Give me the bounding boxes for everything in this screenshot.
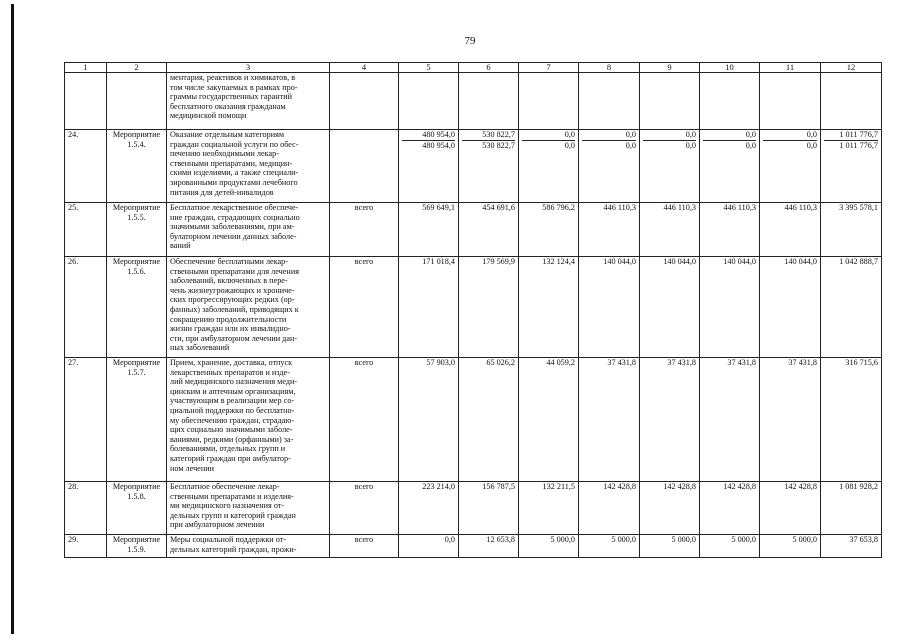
value-cell	[821, 73, 882, 130]
table-row	[65, 482, 882, 535]
value-line: 0,0	[745, 140, 756, 150]
value-cell: 37 431,8	[640, 358, 700, 482]
value-cell: 37 431,8	[760, 358, 821, 482]
value-line: 0,0	[763, 130, 817, 141]
header-cell: 5	[399, 63, 459, 73]
value-line: 480 954,0	[402, 130, 455, 141]
row-number: 29.	[65, 535, 107, 558]
row-number	[65, 73, 107, 130]
header-cell: 11	[760, 63, 821, 73]
table-row	[65, 130, 882, 203]
value-cell	[579, 130, 640, 203]
value-cell: 44 059,2	[519, 358, 579, 482]
row-number: 28.	[65, 482, 107, 535]
page-number: 79	[464, 35, 476, 47]
value-cell: 446 110,3	[640, 203, 700, 257]
value-cell	[640, 73, 700, 130]
value-cell: 37 653,8	[821, 535, 882, 558]
value-cell: 5 000,0	[700, 535, 760, 558]
event-code: Мероприятие 1.5.9.	[107, 535, 167, 558]
funding-source: всего	[330, 203, 399, 257]
event-code: Мероприятие 1.5.8.	[107, 482, 167, 535]
value-cell: 5 000,0	[579, 535, 640, 558]
value-cell: 37 431,8	[579, 358, 640, 482]
value-cell	[399, 73, 459, 130]
value-cell: 140 044,0	[700, 257, 760, 358]
value-cell: 132 211,5	[519, 482, 579, 535]
value-cell: 446 110,3	[760, 203, 821, 257]
value-cell	[459, 130, 519, 203]
value-line: 0,0	[806, 140, 817, 150]
value-cell: 223 214,0	[399, 482, 459, 535]
value-line: 0,0	[522, 130, 575, 141]
value-cell: 12 653,8	[459, 535, 519, 558]
header-cell: 10	[700, 63, 760, 73]
event-description: Бесплатное лекарственное обеспече- ние граждан, страдающих социально значимыми заболеваниями, при ам- булаторном лечении данных заболе- ваний	[167, 203, 330, 257]
value-cell	[700, 130, 760, 203]
value-line: 530 822,7	[482, 140, 515, 150]
value-cell	[459, 73, 519, 130]
value-line: 0,0	[564, 140, 575, 150]
event-description: Бесплатное обеспечение лекар- ственными препаратами и изделия- ми медицинского назначения от- дельных групп и категорий граждан при амбулаторном лечении	[167, 482, 330, 535]
value-line: 0,0	[625, 140, 636, 150]
funding-source	[330, 73, 399, 130]
value-cell: 446 110,3	[700, 203, 760, 257]
table-row	[65, 358, 882, 482]
funding-source: всего	[330, 482, 399, 535]
value-cell: 142 428,8	[579, 482, 640, 535]
header-cell: 3	[167, 63, 330, 73]
value-cell: 132 124,4	[519, 257, 579, 358]
value-cell: 5 000,0	[760, 535, 821, 558]
value-line: 530 822,7	[462, 130, 515, 141]
event-description: Оказание отдельным категориям граждан социальной услуги по обес- печению необходимыми лекар- ственными препаратами, медицин- скими изделиями, а также специали- зированными продуктами лечебного питания для детей-инвалидов	[167, 130, 330, 203]
value-cell: 156 787,5	[459, 482, 519, 535]
header-cell: 8	[579, 63, 640, 73]
value-cell	[519, 130, 579, 203]
value-cell	[821, 130, 882, 203]
value-line: 0,0	[582, 130, 636, 141]
value-cell: 446 110,3	[579, 203, 640, 257]
event-code	[107, 73, 167, 130]
row-number: 25.	[65, 203, 107, 257]
row-number: 26.	[65, 257, 107, 358]
value-cell: 5 000,0	[640, 535, 700, 558]
value-cell: 3 395 578,1	[821, 203, 882, 257]
header-cell: 1	[65, 63, 107, 73]
value-cell	[579, 73, 640, 130]
event-code: Мероприятие 1.5.6.	[107, 257, 167, 358]
value-cell	[519, 73, 579, 130]
funding-source: всего	[330, 257, 399, 358]
value-cell	[399, 130, 459, 203]
value-cell: 171 018,4	[399, 257, 459, 358]
value-line: 1 011 776,7	[824, 130, 878, 141]
header-cell: 4	[330, 63, 399, 73]
header-cell: 12	[821, 63, 882, 73]
value-cell: 5 000,0	[519, 535, 579, 558]
value-line: 0,0	[703, 130, 756, 141]
value-cell: 569 649,1	[399, 203, 459, 257]
table-row	[65, 73, 882, 130]
program-table	[64, 62, 882, 558]
header-cell: 2	[107, 63, 167, 73]
value-cell: 454 691,6	[459, 203, 519, 257]
funding-source: всего	[330, 358, 399, 482]
value-line: 480 954,0	[422, 140, 455, 150]
value-cell: 65 026,2	[459, 358, 519, 482]
event-code: Мероприятие 1.5.5.	[107, 203, 167, 257]
row-number: 24.	[65, 130, 107, 203]
value-cell	[700, 73, 760, 130]
value-cell: 57 903,0	[399, 358, 459, 482]
value-cell: 1 042 888,7	[821, 257, 882, 358]
table-row	[65, 203, 882, 257]
event-description: ментария, реактивов и химикатов, в том числе закупаемых в рамках про- граммы государственных гарантий бесплатного оказания гражданам медицинской помощи	[167, 73, 330, 130]
value-cell	[640, 130, 700, 203]
value-cell	[760, 130, 821, 203]
event-code: Мероприятие 1.5.4.	[107, 130, 167, 203]
value-cell	[760, 73, 821, 130]
value-line: 0,0	[643, 130, 696, 141]
funding-source: всего	[330, 535, 399, 558]
table-row	[65, 257, 882, 358]
header-cell: 7	[519, 63, 579, 73]
header-row	[65, 63, 882, 73]
value-cell: 179 569,9	[459, 257, 519, 358]
value-cell: 142 428,8	[760, 482, 821, 535]
value-cell: 140 044,0	[760, 257, 821, 358]
event-description: Обеспечение бесплатными лекар- ственными препаратами для лечения заболеваний, включенных в пере- чень жизнеугрожающих и хрониче- ских прогрессирующих редких (ор- фанных) заболеваний, приводящих к сокращению продолжительности жизни граждан или их инвалидно- сти, при амбулаторном лечении дан- ных заболеваний	[167, 257, 330, 358]
value-cell: 142 428,8	[700, 482, 760, 535]
value-cell: 37 431,8	[700, 358, 760, 482]
value-cell: 0,0	[399, 535, 459, 558]
value-cell: 140 044,0	[640, 257, 700, 358]
event-description: Прием, хранение, доставка, отпуск лекарственных препаратов и изде- лий медицинского назначения меди- цинским и аптечным организациям, участвующим в реализации мер со- циальной поддержки по бесплатно- му обеспечению граждан, страдаю- щих социально значимыми заболе- ваниями, редкими (орфанными) за- болеваниями, отдельных групп и категорий граждан при амбулатор- ном лечении	[167, 358, 330, 482]
funding-source	[330, 130, 399, 203]
header-cell: 9	[640, 63, 700, 73]
event-description: Меры социальной поддержки от- дельных категорий граждан, прожи-	[167, 535, 330, 558]
value-cell: 586 796,2	[519, 203, 579, 257]
event-code: Мероприятие 1.5.7.	[107, 358, 167, 482]
value-cell: 316 715,6	[821, 358, 882, 482]
binding-edge	[11, 4, 14, 634]
row-number: 27.	[65, 358, 107, 482]
value-cell: 1 081 928,2	[821, 482, 882, 535]
value-cell: 140 044,0	[579, 257, 640, 358]
table-row	[65, 535, 882, 558]
value-line: 0,0	[685, 140, 696, 150]
value-cell: 142 428,8	[640, 482, 700, 535]
value-line: 1 011 776,7	[839, 140, 878, 150]
header-cell: 6	[459, 63, 519, 73]
